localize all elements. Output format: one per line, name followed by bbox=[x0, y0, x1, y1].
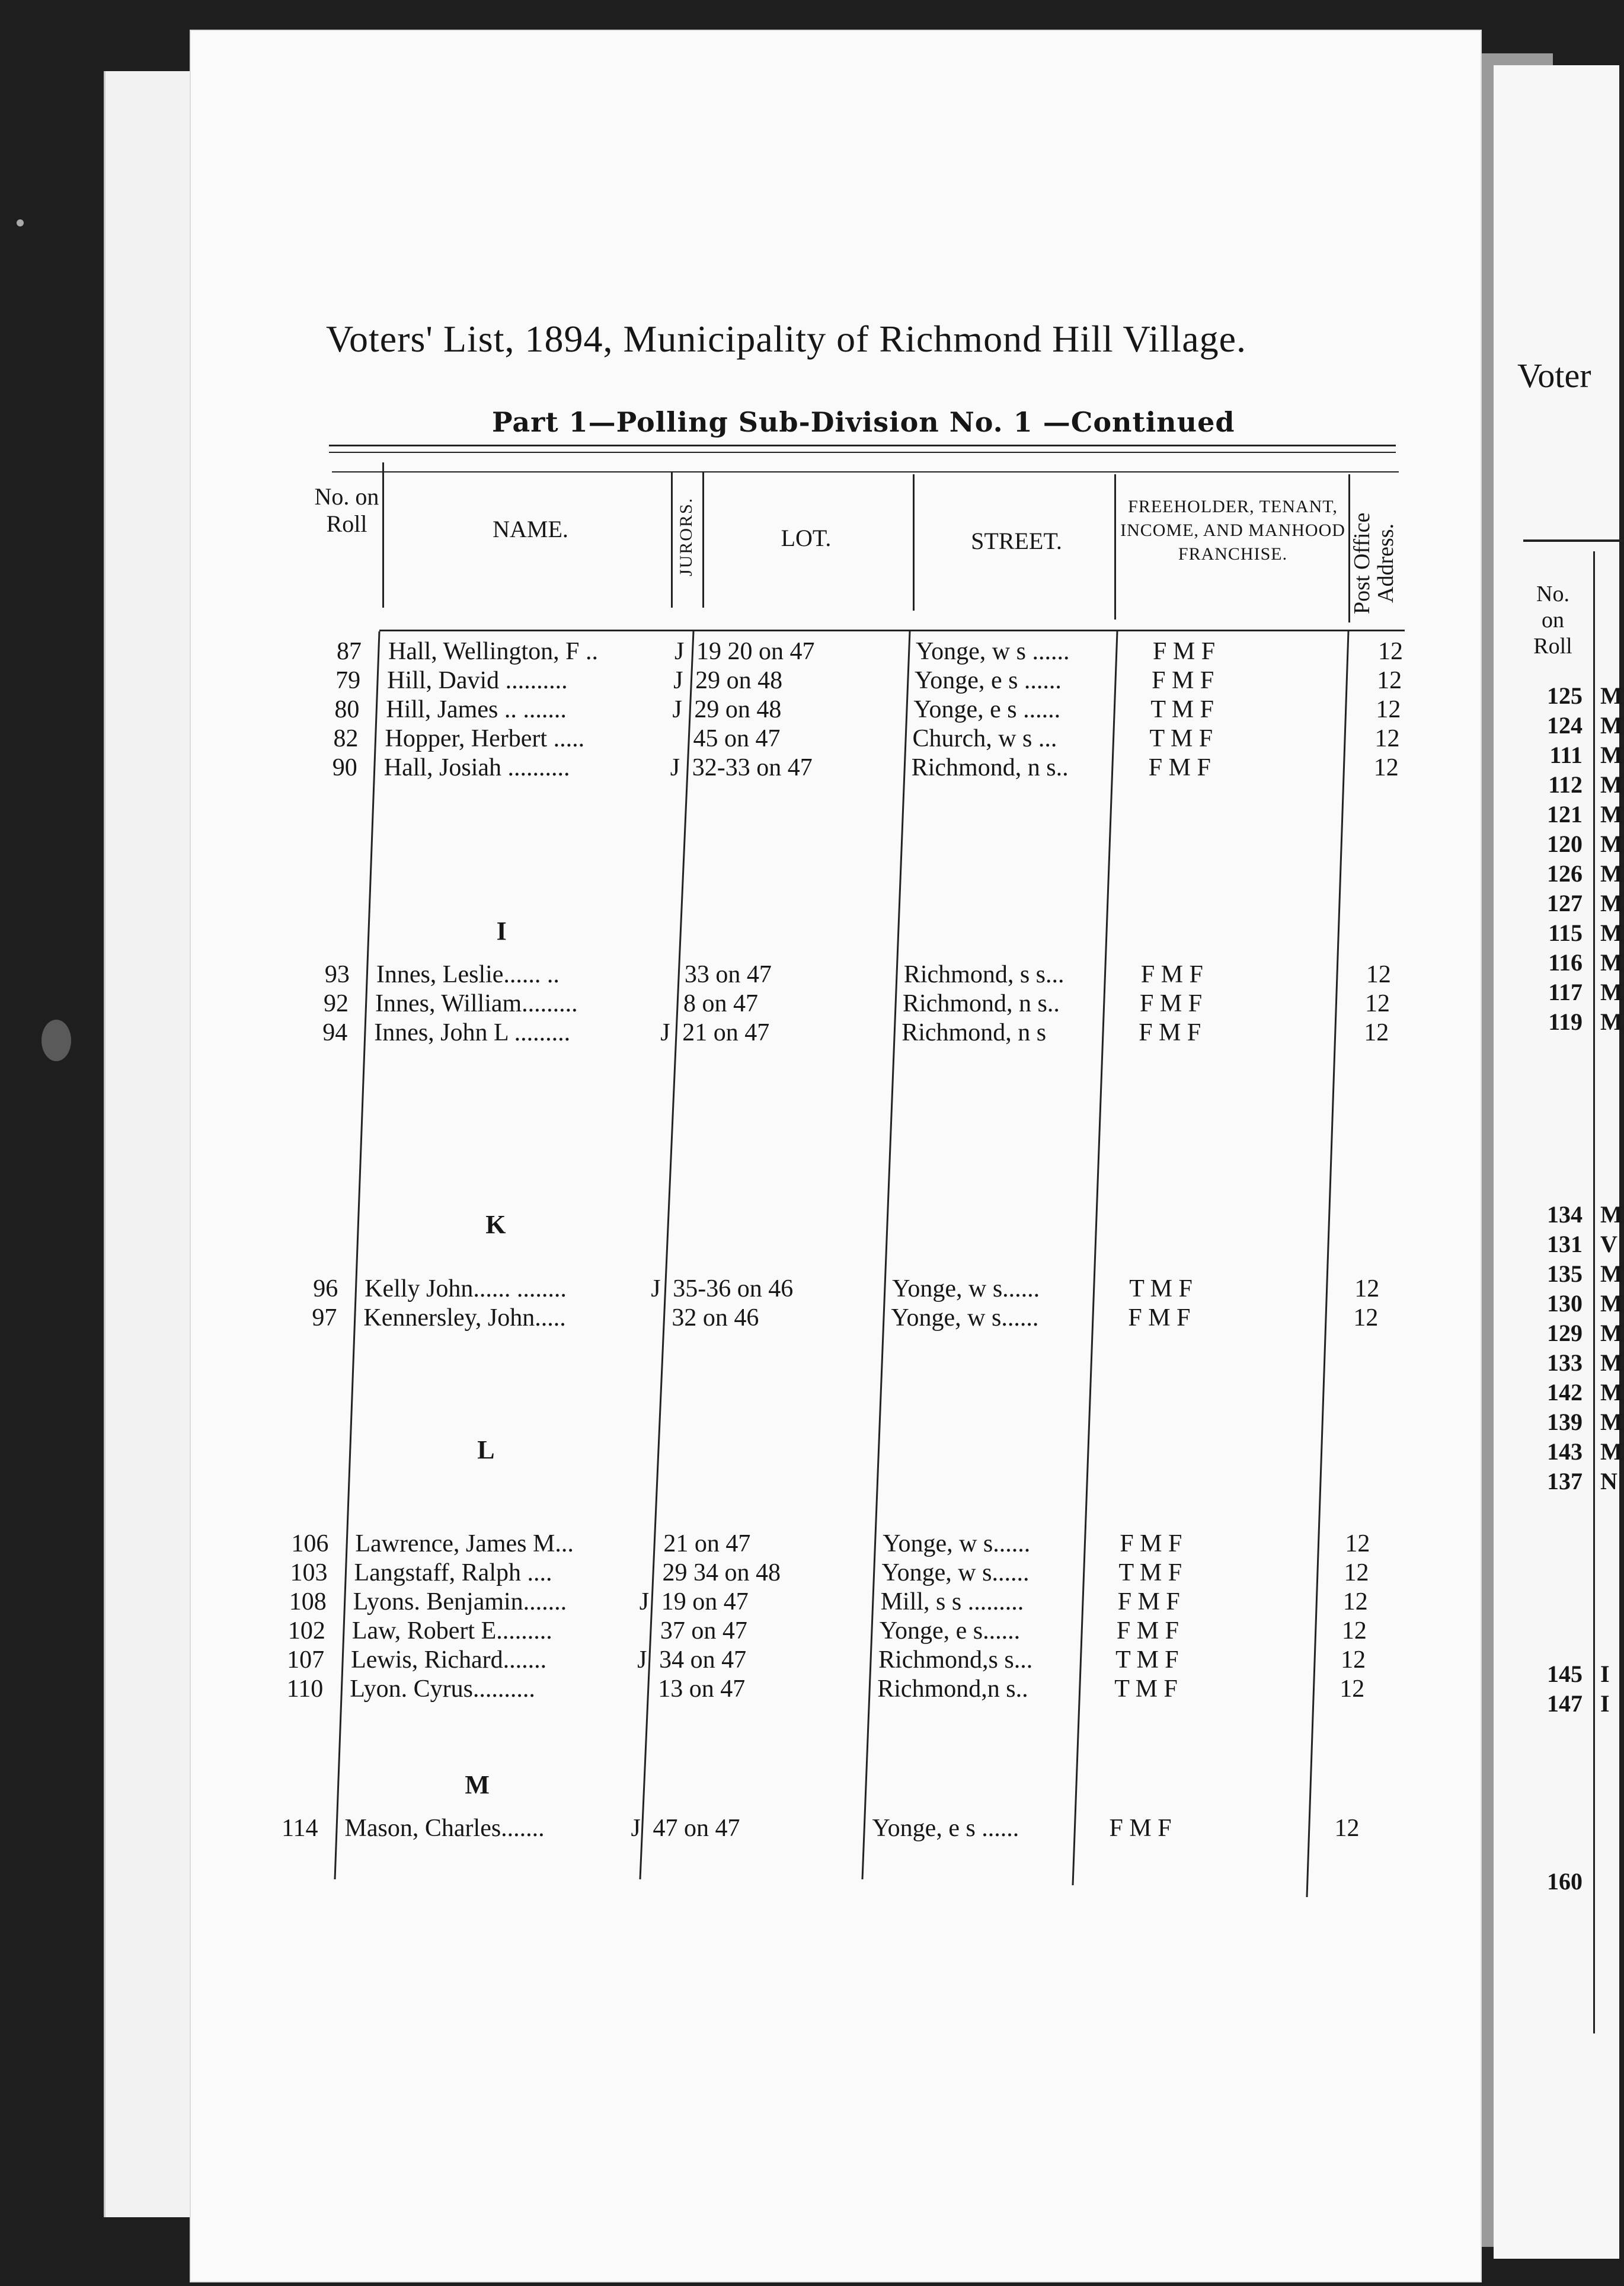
post-office-number: 12 bbox=[1342, 1588, 1368, 1615]
adjacent-roll-number: 127 bbox=[1547, 890, 1583, 917]
roll-number: 96 bbox=[313, 1275, 338, 1302]
lot-number: 35-36 on 46 bbox=[673, 1275, 794, 1302]
street-name: Richmond, s s... bbox=[903, 961, 1064, 988]
franchise-code: F M F bbox=[1140, 990, 1203, 1017]
franchise-code: T M F bbox=[1149, 725, 1213, 752]
post-office-number: 12 bbox=[1364, 1019, 1389, 1046]
lot-number: 32 on 46 bbox=[672, 1304, 759, 1332]
lot-number: 29 34 on 48 bbox=[662, 1559, 781, 1586]
street-name: Yonge, w s...... bbox=[883, 1530, 1031, 1557]
adjacent-name-initial: N bbox=[1600, 1468, 1617, 1495]
adjacent-name-initial: I bbox=[1600, 1690, 1610, 1717]
adjacent-roll-number: 143 bbox=[1547, 1438, 1583, 1465]
lot-number: 8 on 47 bbox=[683, 990, 759, 1017]
voter-name: Hill, David .......... bbox=[387, 667, 568, 694]
adjacent-name-initial: M bbox=[1600, 1349, 1623, 1376]
adjacent-roll-number: 142 bbox=[1547, 1379, 1583, 1406]
franchise-code: F M F bbox=[1140, 961, 1203, 988]
post-office-number: 12 bbox=[1354, 1275, 1380, 1302]
street-name: Richmond,n s.. bbox=[877, 1675, 1028, 1703]
street-name: Richmond,s s... bbox=[878, 1646, 1033, 1674]
lot-number: 19 on 47 bbox=[661, 1588, 749, 1615]
street-name: Richmond, n s.. bbox=[903, 990, 1060, 1017]
adjacent-name-initial: M bbox=[1600, 979, 1623, 1005]
voter-name: Innes, John L ......... bbox=[374, 1019, 571, 1046]
franchise-code: T M F bbox=[1129, 1275, 1193, 1302]
roll-number: 114 bbox=[282, 1815, 318, 1842]
adjacent-roll-number: 160 bbox=[1547, 1868, 1583, 1895]
adjacent-roll-number: 111 bbox=[1549, 742, 1583, 768]
voter-name: Hall, Josiah .......... bbox=[383, 754, 570, 781]
voter-name: Mason, Charles....... bbox=[344, 1815, 545, 1842]
adjacent-roll-number: 119 bbox=[1548, 1008, 1583, 1035]
scan-dust bbox=[17, 219, 24, 226]
adjacent-roll-number: 133 bbox=[1547, 1349, 1583, 1376]
voter-name: Hall, Wellington, F .. bbox=[388, 638, 599, 665]
juror-mark: J bbox=[651, 1275, 661, 1302]
street-name: Yonge, e s ...... bbox=[872, 1815, 1019, 1842]
street-name: Yonge, e s ...... bbox=[915, 667, 1062, 694]
juror-mark: J bbox=[672, 696, 682, 723]
page-subtitle: Part 1—Polling Sub-Division No. 1 —Continued bbox=[492, 406, 1235, 438]
franchise-code: F M F bbox=[1128, 1304, 1191, 1332]
adjacent-name-initial: M bbox=[1600, 682, 1623, 709]
franchise-code: F M F bbox=[1148, 754, 1211, 781]
adjacent-page-title: Voter bbox=[1517, 356, 1591, 395]
adjacent-name-initial: M bbox=[1600, 771, 1623, 798]
street-name: Yonge, w s ...... bbox=[916, 638, 1070, 665]
post-office-number: 12 bbox=[1341, 1646, 1366, 1674]
adjacent-roll-number: 121 bbox=[1547, 801, 1583, 828]
franchise-code: F M F bbox=[1109, 1815, 1172, 1842]
adjacent-roll-number: 126 bbox=[1547, 860, 1583, 887]
header-name: NAME. bbox=[493, 516, 568, 542]
adjacent-roll-number: 120 bbox=[1547, 831, 1583, 857]
roll-number: 97 bbox=[312, 1304, 337, 1332]
adjacent-roll-number: 115 bbox=[1548, 919, 1583, 946]
adjacent-roll-number: 147 bbox=[1547, 1690, 1583, 1717]
adjacent-roll-number: 116 bbox=[1548, 949, 1583, 976]
adjacent-name-initial: V bbox=[1600, 1231, 1617, 1257]
street-name: Church, w s ... bbox=[912, 725, 1057, 752]
lot-number: 47 on 47 bbox=[653, 1815, 740, 1842]
adjacent-name-initial: M bbox=[1600, 831, 1623, 857]
adjacent-roll-number: 134 bbox=[1547, 1201, 1583, 1228]
roll-number: 110 bbox=[286, 1675, 324, 1703]
roll-number: 107 bbox=[287, 1646, 325, 1674]
juror-mark: J bbox=[674, 638, 685, 665]
adjacent-roll-number: 135 bbox=[1547, 1260, 1583, 1287]
roll-number: 106 bbox=[291, 1530, 329, 1557]
voter-name: Law, Robert E......... bbox=[351, 1617, 552, 1645]
header-lot: LOT. bbox=[781, 525, 832, 551]
lot-number: 13 on 47 bbox=[658, 1675, 746, 1703]
adjacent-name-initial: M bbox=[1600, 801, 1623, 828]
street-name: Richmond, n s bbox=[901, 1019, 1047, 1046]
post-office-number: 12 bbox=[1365, 990, 1390, 1017]
post-office-number: 12 bbox=[1334, 1815, 1360, 1842]
franchise-code: F M F bbox=[1139, 1019, 1201, 1046]
adjacent-page-header: No. on Roll bbox=[1533, 582, 1572, 659]
lot-number: 32-33 on 47 bbox=[692, 754, 813, 781]
juror-mark: J bbox=[631, 1815, 641, 1842]
post-office-number: 12 bbox=[1344, 1559, 1369, 1586]
section-letter: I bbox=[496, 917, 507, 946]
scan-artifact bbox=[41, 1020, 71, 1061]
street-name: Yonge, e s...... bbox=[879, 1617, 1021, 1645]
street-name: Yonge, w s...... bbox=[891, 1304, 1039, 1332]
franchise-code: F M F bbox=[1120, 1530, 1182, 1557]
lot-number: 34 on 47 bbox=[659, 1646, 747, 1674]
adjacent-roll-number: 129 bbox=[1547, 1320, 1583, 1346]
franchise-code: T M F bbox=[1114, 1675, 1178, 1703]
post-office-number: 12 bbox=[1341, 1617, 1367, 1645]
roll-number: 103 bbox=[290, 1559, 328, 1586]
voter-name: Innes, William......... bbox=[375, 990, 578, 1017]
adjacent-roll-number: 131 bbox=[1547, 1231, 1583, 1257]
header-post-office: Post Office Address. bbox=[1350, 512, 1398, 614]
post-office-number: 12 bbox=[1353, 1304, 1379, 1332]
post-office-number: 12 bbox=[1345, 1530, 1370, 1557]
adjacent-roll-number: 130 bbox=[1547, 1290, 1583, 1317]
franchise-code: T M F bbox=[1150, 696, 1214, 723]
voter-name: Langstaff, Ralph .... bbox=[354, 1559, 552, 1586]
adjacent-name-initial: M bbox=[1600, 712, 1623, 739]
adjacent-roll-number: 139 bbox=[1547, 1409, 1583, 1435]
voter-name: Lyons. Benjamin....... bbox=[353, 1588, 567, 1615]
franchise-code: F M F bbox=[1152, 667, 1214, 694]
adjacent-name-initial: M bbox=[1600, 742, 1623, 768]
roll-number: 87 bbox=[337, 638, 362, 665]
voter-name: Lawrence, James M... bbox=[355, 1530, 574, 1557]
section-letter: M bbox=[465, 1770, 490, 1799]
adjacent-name-initial: M bbox=[1600, 1201, 1623, 1228]
post-office-number: 12 bbox=[1340, 1675, 1365, 1703]
post-office-number: 12 bbox=[1366, 961, 1391, 988]
street-name: Mill, s s ......... bbox=[880, 1588, 1024, 1615]
roll-number: 90 bbox=[332, 754, 357, 781]
section-letter: L bbox=[477, 1435, 495, 1464]
franchise-code: F M F bbox=[1153, 638, 1216, 665]
street-name: Yonge, w s...... bbox=[892, 1275, 1040, 1302]
adjacent-roll-number: 137 bbox=[1547, 1468, 1583, 1495]
header-street: STREET. bbox=[971, 528, 1062, 554]
adjacent-name-initial: M bbox=[1600, 1290, 1623, 1317]
post-office-number: 12 bbox=[1377, 667, 1402, 694]
lot-number: 45 on 47 bbox=[693, 725, 781, 752]
lot-number: 19 20 on 47 bbox=[696, 638, 815, 665]
juror-mark: J bbox=[660, 1019, 670, 1046]
post-office-number: 12 bbox=[1373, 754, 1399, 781]
adjacent-name-initial: M bbox=[1600, 919, 1623, 946]
lot-number: 21 on 47 bbox=[663, 1530, 751, 1557]
adjacent-roll-number: 117 bbox=[1548, 979, 1583, 1005]
post-office-number: 12 bbox=[1374, 725, 1400, 752]
adjacent-name-initial: M bbox=[1600, 1379, 1623, 1406]
roll-number: 102 bbox=[287, 1617, 325, 1645]
franchise-code: F M F bbox=[1116, 1617, 1179, 1645]
franchise-code: F M F bbox=[1117, 1588, 1180, 1615]
adjacent-name-initial: M bbox=[1600, 860, 1623, 887]
adjacent-roll-number: 112 bbox=[1548, 771, 1583, 798]
juror-mark: J bbox=[639, 1588, 650, 1615]
lot-number: 37 on 47 bbox=[660, 1617, 747, 1645]
voter-name: Kelly John...... ........ bbox=[365, 1275, 567, 1302]
franchise-code: T M F bbox=[1115, 1646, 1179, 1674]
juror-mark: J bbox=[673, 667, 683, 694]
adjacent-name-initial: M bbox=[1600, 949, 1623, 976]
adjacent-name-initial: M bbox=[1600, 1320, 1623, 1346]
street-name: Yonge, e s ...... bbox=[913, 696, 1061, 723]
post-office-number: 12 bbox=[1378, 638, 1403, 665]
adjacent-name-initial: I bbox=[1600, 1661, 1610, 1687]
adjacent-name-initial: M bbox=[1600, 1008, 1623, 1035]
voter-name: Lewis, Richard....... bbox=[351, 1646, 547, 1674]
juror-mark: J bbox=[637, 1646, 647, 1674]
voter-name: Hopper, Herbert ..... bbox=[385, 725, 585, 752]
voter-name: Kennersley, John..... bbox=[363, 1304, 566, 1332]
roll-number: 93 bbox=[324, 961, 350, 988]
roll-number: 92 bbox=[324, 990, 349, 1017]
roll-number: 108 bbox=[289, 1588, 327, 1615]
adjacent-name-initial: M bbox=[1600, 1438, 1623, 1465]
header-jurors: JURORS. bbox=[676, 497, 696, 576]
adjacent-roll-number: 124 bbox=[1547, 712, 1583, 739]
header-no-on-roll: No. on Roll bbox=[314, 483, 379, 537]
street-name: Richmond, n s.. bbox=[911, 754, 1069, 781]
section-letter: K bbox=[485, 1210, 506, 1239]
roll-number: 80 bbox=[334, 696, 360, 723]
juror-mark: J bbox=[670, 754, 680, 781]
roll-number: 82 bbox=[333, 725, 359, 752]
adjacent-name-initial: M bbox=[1600, 1409, 1623, 1435]
lot-number: 29 on 48 bbox=[695, 667, 783, 694]
roll-number: 79 bbox=[335, 667, 361, 694]
voter-name: Hill, James .. ....... bbox=[386, 696, 567, 723]
voter-name: Lyon. Cyrus.......... bbox=[350, 1675, 535, 1703]
post-office-number: 12 bbox=[1376, 696, 1401, 723]
adjacent-roll-number: 145 bbox=[1547, 1661, 1583, 1687]
adjacent-name-initial: M bbox=[1600, 1260, 1623, 1287]
adjacent-name-initial: M bbox=[1600, 890, 1623, 917]
lot-number: 33 on 47 bbox=[684, 961, 772, 988]
franchise-code: T M F bbox=[1118, 1559, 1182, 1586]
lot-number: 29 on 48 bbox=[694, 696, 782, 723]
header-franchise: FREEHOLDER, TENANT, INCOME, AND MANHOOD FRANCHISE. bbox=[1120, 497, 1345, 564]
page-title: Voters' List, 1894, Municipality of Richmond Hill Village. bbox=[326, 318, 1246, 360]
voter-name: Innes, Leslie...... .. bbox=[376, 961, 560, 988]
roll-number: 94 bbox=[322, 1019, 348, 1046]
adjacent-roll-number: 125 bbox=[1547, 682, 1583, 709]
lot-number: 21 on 47 bbox=[682, 1019, 770, 1046]
street-name: Yonge, w s...... bbox=[881, 1559, 1030, 1586]
